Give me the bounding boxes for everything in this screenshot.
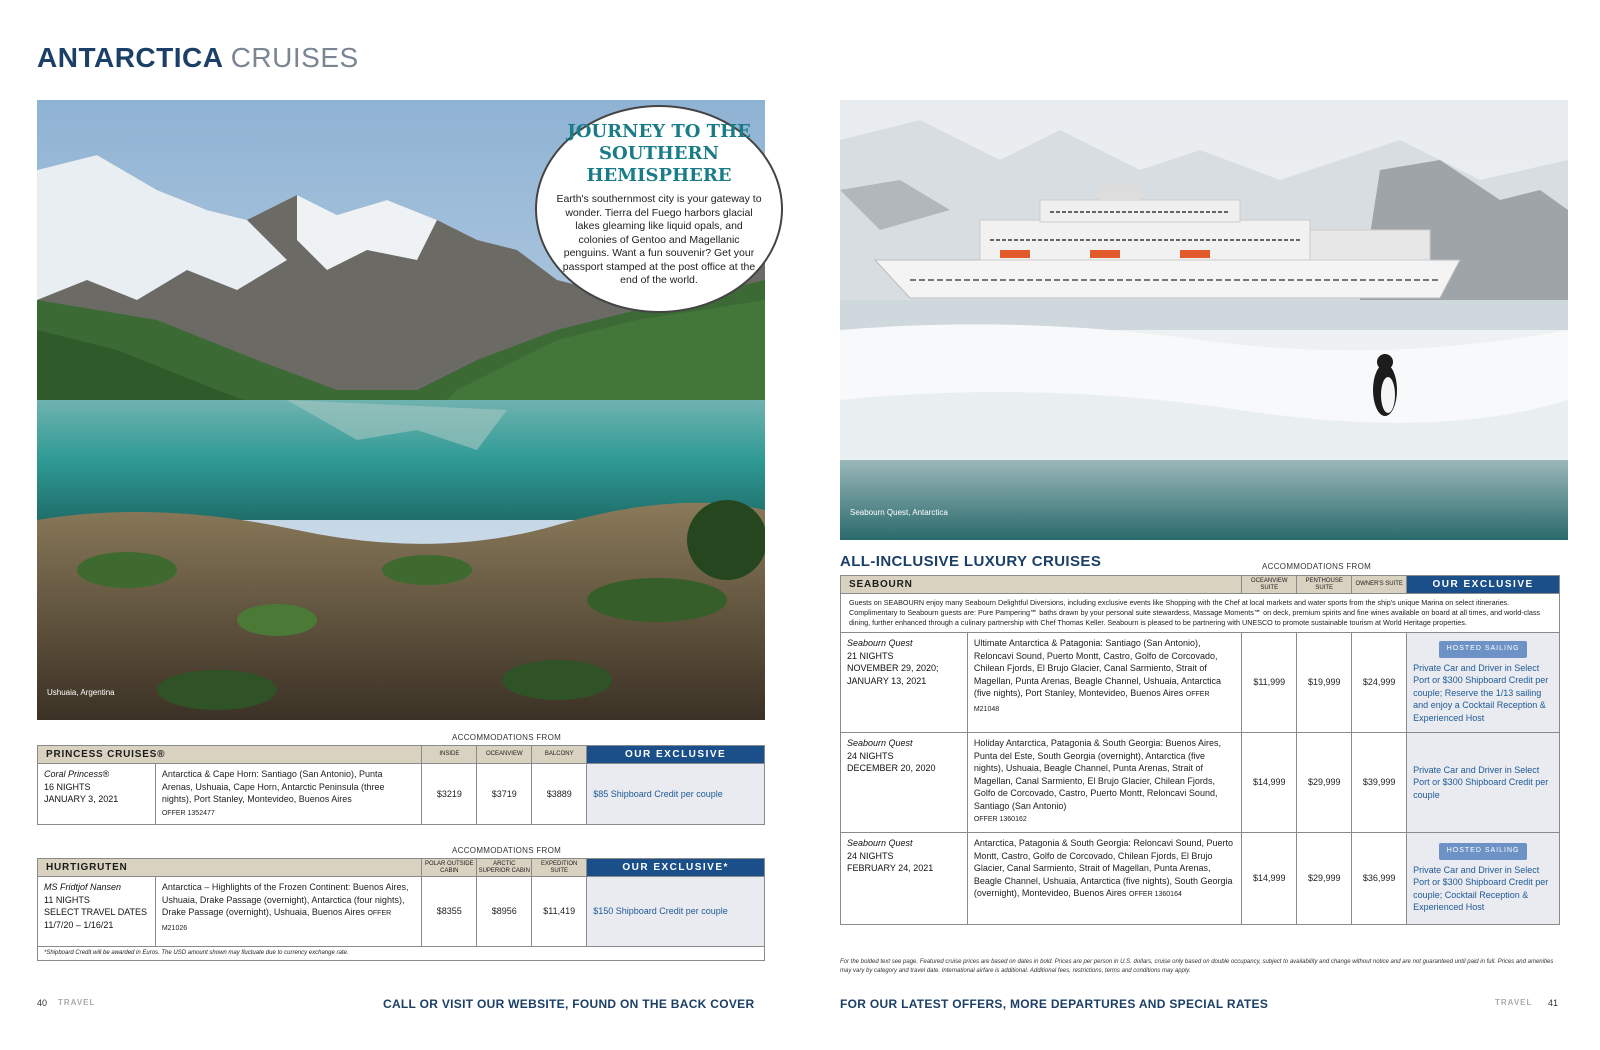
ship-name: MS Fridtjof Nansen — [44, 882, 122, 892]
seabourn-header-row — [841, 576, 1560, 594]
callout-heading-line-1: JOURNEY TO THE — [567, 121, 751, 142]
callout-heading-line-2: SOUTHERN HEMISPHERE — [586, 143, 732, 186]
price-expedition: $11,419 — [532, 877, 587, 947]
hurtigruten-table — [37, 858, 765, 961]
offer-code: OFFER 1360164 — [1128, 891, 1182, 898]
footer-cta-left: CALL OR VISIT OUR WEBSITE, FOUND ON THE BACK COVER — [383, 997, 755, 1011]
seabourn-col-owners: OWNER'S SUITE — [1352, 576, 1407, 594]
seabourn-table — [840, 575, 1560, 925]
itinerary-cell — [155, 764, 422, 825]
princess-exclusive-header: OUR EXCLUSIVE — [587, 746, 765, 764]
hurtigruten-col-polar: POLAR OUTSIDE CABIN — [422, 859, 477, 877]
exclusive-perk-cell — [1407, 833, 1560, 925]
sail-date-2: JANUARY 13, 2021 — [847, 675, 927, 686]
seabourn-description: Guests on SEABOURN enjoy many Seabourn Delightful Diversions, including exclusive events like Shopping with the Chef at local markets and water sports from the ship's unique Marina on select itineraries. Complimentary to Seabourn guests are: Pure Pampering℠ baths drawn by your personal suite stewardess, Massage Moments℠ on deck, premium spirits and fine wines available on board at all times, and world-class dining, further enhanced through a culinary partnership with Chef Thomas Keller. Seabourn is pleased to be partnering with UNESCO to promote sustainable tourism at World Heritage properties. — [841, 594, 1560, 633]
price-oceanview: $3719 — [477, 764, 532, 825]
accommodations-label-seabourn: ACCOMMODATIONS FROM — [1262, 562, 1372, 571]
page-number-left: 40 — [37, 998, 48, 1008]
offer-code: OFFER M21026 — [161, 910, 392, 932]
table-row — [38, 764, 765, 825]
price-oceanview: $14,999 — [1242, 733, 1297, 833]
ship-name: Coral Princess® — [44, 769, 110, 779]
hurtigruten-col-expedition: EXPEDITION SUITE — [532, 859, 587, 877]
nights: 11 NIGHTS — [44, 894, 90, 905]
itinerary: Holiday Antarctica, Patagonia & South Georgia: Buenos Aires, Punta del Este, South Georgia (overnight), Antarctica (five nights), Ushuaia, Beagle Channel, Punta Arenas, Strait of Magellan, Canal Sarmiento, El Brujo Glacier, Chilean Fjords, Golfo de Corcovado, Castro, Puerto Montt, Reloncavi Sound, Santiago (San Antonio) — [973, 738, 1221, 811]
price-oceanview: $11,999 — [1242, 633, 1297, 733]
hosted-sailing-badge: HOSTED SAILING — [1439, 843, 1528, 860]
page-number-right: 41 — [1548, 998, 1559, 1008]
title-part-2: CRUISES — [230, 42, 359, 73]
ship-cell — [841, 733, 968, 833]
price-inside: $3219 — [422, 764, 477, 825]
hurtigruten-footnote-row — [38, 947, 765, 961]
seabourn-cruise-line: SEABOURN — [841, 576, 1242, 594]
price-owners: $39,999 — [1352, 733, 1407, 833]
hurtigruten-footnote: *Shipboard Credit will be awarded in Euros. The USD amount shown may fluctuate due to currency exchange rate. — [38, 947, 765, 961]
seabourn-quest-photo — [840, 100, 1568, 540]
hurtigruten-exclusive-header: OUR EXCLUSIVE* — [587, 859, 765, 877]
seabourn-col-penthouse: PENTHOUSE SUITE — [1297, 576, 1352, 594]
hurtigruten-col-arctic: ARCTIC SUPERIOR CABIN — [477, 859, 532, 877]
ship-name: Seabourn Quest — [847, 738, 913, 748]
callout-heading — [555, 121, 763, 187]
seabourn-exclusive-header: OUR EXCLUSIVE — [1407, 576, 1560, 594]
nights: 24 NIGHTS — [847, 750, 894, 761]
table-row — [38, 877, 765, 947]
offer-code: OFFER 1360162 — [973, 816, 1027, 823]
exclusive-perk-cell — [1407, 633, 1560, 733]
itinerary: Antarctica & Cape Horn: Santiago (San Antonio), Punta Arenas, Ushuaia, Cape Horn, Antarctic Peninsula (three nights), Port Stanley, Montevideo, Buenos Aires — [161, 769, 385, 804]
exclusive-perk: Private Car and Driver in Select Port or $300 Shipboard Credit per couple; Cocktail Reception & Experienced Host — [1413, 864, 1549, 913]
offer-code: OFFER M21048 — [973, 691, 1210, 713]
itinerary: Antarctica – Highlights of the Frozen Continent: Buenos Aires, Ushuaia, Drake Passage (overnight), Antarctica (four nights), Drake Passage (overnight), Ushuaia, Buenos Aires — [161, 882, 409, 917]
price-polar: $8355 — [422, 877, 477, 947]
callout-body: Earth's southernmost city is your gateway to wonder. Tierra del Fuego harbors glacial lakes gleaming like liquid opals, and colonies of Gentoo and Magellanic penguins. Want a fun souvenir? Get your passport stamped at the post office at the end of the world. — [556, 193, 762, 286]
ship-cell — [38, 764, 156, 825]
sail-date-range: 11/7/20 – 1/16/21 — [44, 919, 114, 930]
princess-col-balcony: BALCONY — [532, 746, 587, 764]
journey-callout — [535, 105, 783, 313]
sail-date: FEBRUARY 24, 2021 — [847, 863, 934, 873]
princess-header-row — [38, 746, 765, 764]
accommodations-label-hurtigruten: ACCOMMODATIONS FROM — [452, 846, 562, 855]
sail-date: NOVEMBER 29, 2020; — [847, 663, 939, 673]
itinerary-cell — [155, 877, 422, 947]
price-balcony: $3889 — [532, 764, 587, 825]
price-owners: $36,999 — [1352, 833, 1407, 925]
exclusive-perk: $150 Shipboard Credit per couple — [587, 877, 765, 947]
hurtigruten-cruise-line: HURTIGRUTEN — [38, 859, 422, 877]
itinerary-cell — [967, 733, 1241, 833]
princess-table — [37, 745, 765, 825]
seabourn-description-row — [841, 594, 1560, 633]
ship-name: Seabourn Quest — [847, 638, 913, 648]
photo-caption-left: Ushuaia, Argentina — [47, 688, 115, 697]
itinerary: Antarctica, Patagonia & South Georgia: Reloncavi Sound, Puerto Montt, Castro, Golfo de Corcovado, Chilean Fjords, El Brujo Glacier, Canal Sarmiento, Strait of Magellan, Punta Arenas, Beagle Channel, Ushuaia, Antarctica (five nights), South Georgia (overnight), Montevideo, Buenos Aires — [973, 838, 1233, 898]
table-row — [841, 833, 1560, 925]
itinerary-cell — [967, 833, 1241, 925]
princess-cruise-line: PRINCESS CRUISES® — [38, 746, 422, 764]
ship-name: Seabourn Quest — [847, 838, 913, 848]
princess-col-oceanview: OCEANVIEW — [477, 746, 532, 764]
magazine-name-right: TRAVEL — [1495, 998, 1533, 1007]
accommodations-label-princess: ACCOMMODATIONS FROM — [452, 733, 562, 742]
ship-cell — [841, 633, 968, 733]
sail-date: DECEMBER 20, 2020 — [847, 763, 936, 773]
page-title — [37, 42, 359, 74]
seabourn-col-oceanview: OCEANVIEW SUITE — [1242, 576, 1297, 594]
table-row — [841, 733, 1560, 833]
hurtigruten-header-row — [38, 859, 765, 877]
section-title: ALL-INCLUSIVE LUXURY CRUISES — [840, 553, 1102, 570]
price-penthouse: $19,999 — [1297, 633, 1352, 733]
exclusive-perk: Private Car and Driver in Select Port or $300 Shipboard Credit per couple — [1407, 733, 1560, 833]
fine-print: For the bolded text see page. Featured cruise prices are based on dates in bold. Prices are per person in U.S. dollars, cruise only based on double occupancy, subject to availability and change without notice and are not guaranteed until paid in full. Prices and amenities may vary by category and travel date. International airfare is additional. Additional fees, restrictions, terms and conditions may apply. — [840, 959, 1554, 974]
princess-col-inside: INSIDE — [422, 746, 477, 764]
photo-caption-right: Seabourn Quest, Antarctica — [850, 508, 948, 517]
nights: 21 NIGHTS — [847, 650, 894, 661]
ship-cell — [841, 833, 968, 925]
hosted-sailing-badge: HOSTED SAILING — [1439, 641, 1528, 658]
sail-date: JANUARY 3, 2021 — [44, 794, 119, 804]
nights: 24 NIGHTS — [847, 850, 894, 861]
footer-cta-right: FOR OUR LATEST OFFERS, MORE DEPARTURES AND SPECIAL RATES — [840, 997, 1269, 1011]
price-arctic: $8956 — [477, 877, 532, 947]
offer-code: OFFER 1352477 — [161, 809, 215, 817]
magazine-name-left: TRAVEL — [58, 998, 96, 1007]
sail-date: SELECT TRAVEL DATES — [44, 907, 148, 917]
nights: 16 NIGHTS — [44, 781, 91, 792]
itinerary: Ultimate Antarctica & Patagonia: Santiago (San Antonio), Reloncavi Sound, Puerto Montt, Castro, Golfo de Corcovado, Chilean Fjords, El Brujo Glacier, Canal Sarmiento, Strait of Magellan, Punta Arenas, Beagle Channel, Ushuaia, Antarctica (five nights), Port Stanley, Montevideo, Buenos Aires — [973, 638, 1221, 698]
itinerary-cell — [967, 633, 1241, 733]
ship-cell — [38, 877, 156, 947]
price-owners: $24,999 — [1352, 633, 1407, 733]
table-row — [841, 633, 1560, 733]
price-penthouse: $29,999 — [1297, 833, 1352, 925]
price-penthouse: $29,999 — [1297, 733, 1352, 833]
title-part-1: ANTARCTICA — [37, 42, 223, 73]
price-oceanview: $14,999 — [1242, 833, 1297, 925]
exclusive-perk: Private Car and Driver in Select Port or $300 Shipboard Credit per couple; Reserve the 1/13 sailing and enjoy a Cocktail Reception & Experienced Host — [1413, 662, 1549, 723]
exclusive-perk: $85 Shipboard Credit per couple — [587, 764, 765, 825]
